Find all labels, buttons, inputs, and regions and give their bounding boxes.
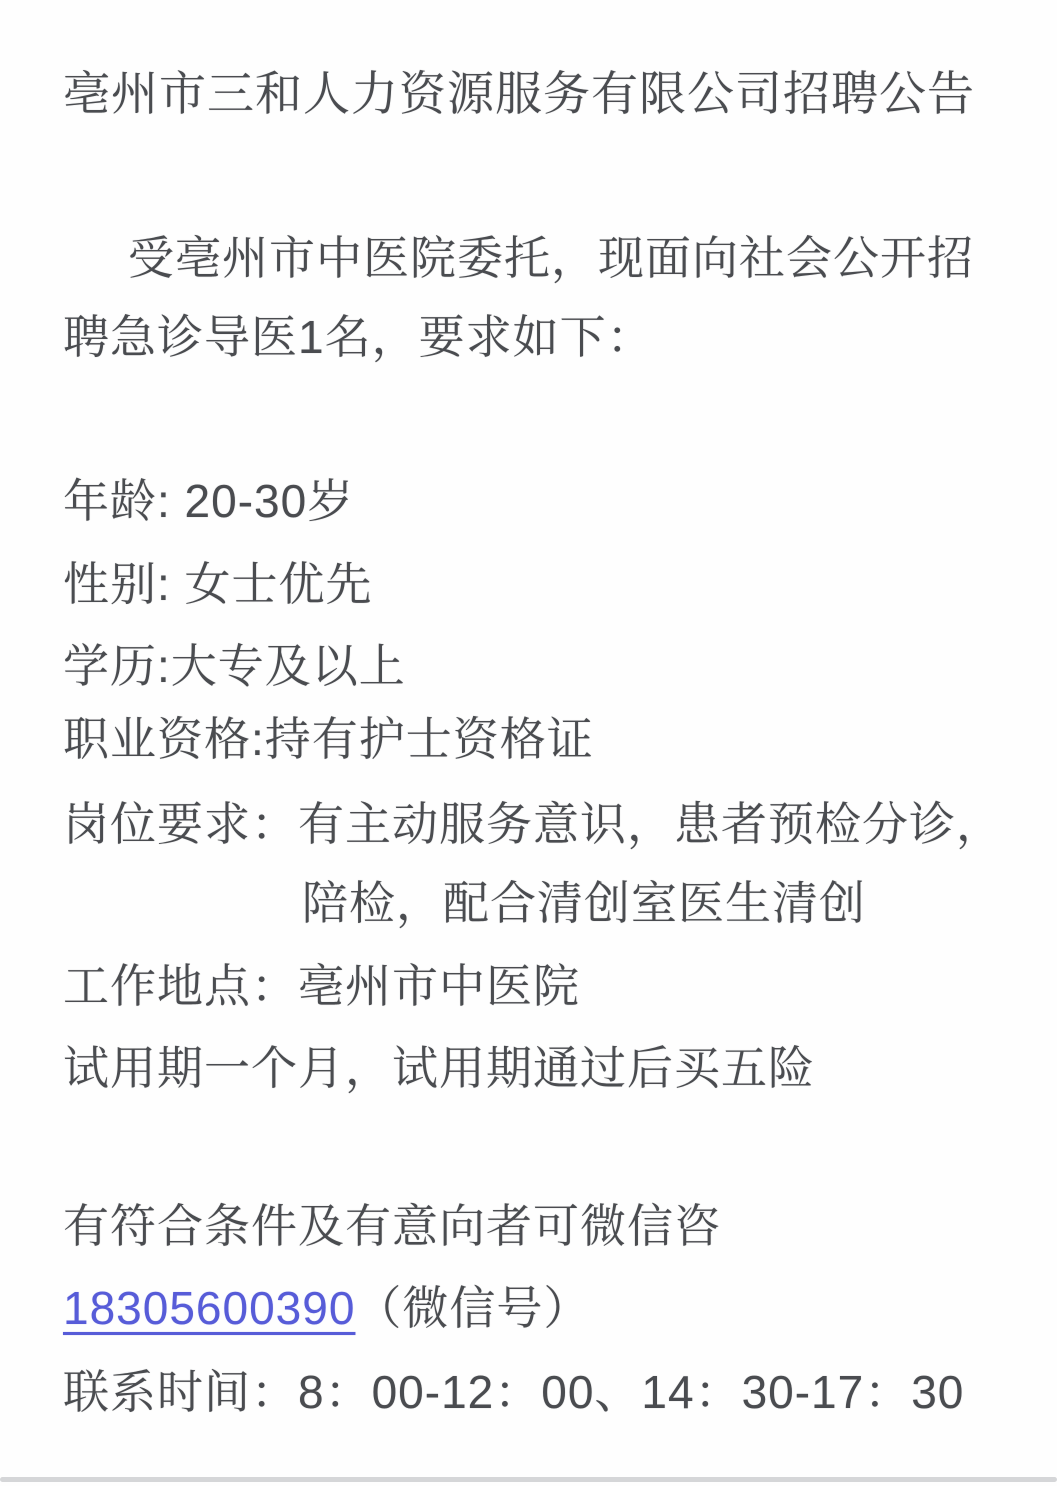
intro-paragraph-line-2: 聘急诊导医1名，要求如下： [63,311,654,363]
requirement-gender: 性别: 女士优先 [63,558,373,610]
requirement-education: 学历:大专及以上 [63,640,406,692]
requirement-certification: 职业资格:持有护士资格证 [63,713,594,765]
wechat-phone-link[interactable]: 18305600390 [63,1282,356,1334]
requirement-location: 工作地点：亳州市中医院 [63,960,580,1012]
requirement-duties-line-1: 岗位要求：有主动服务意识，患者预检分诊， [63,798,1003,850]
requirement-age: 年龄: 20-30岁 [63,475,355,527]
contact-hours: 联系时间：8：00-12：00、14：30-17：30 [63,1366,965,1418]
requirement-probation: 试用期一个月，试用期通过后买五险 [63,1042,815,1094]
contact-intro: 有符合条件及有意向者可微信咨 [63,1200,721,1252]
intro-paragraph-line-1: 受亳州市中医院委托，现面向社会公开招 [128,232,974,284]
requirement-duties-line-2: 陪检，配合清创室医生清创 [302,877,866,929]
wechat-label: （微信号） [355,1282,591,1334]
bottom-divider [0,1477,1057,1482]
page-title: 亳州市三和人力资源服务有限公司招聘公告 [63,67,975,120]
contact-phone-line [63,1282,590,1335]
